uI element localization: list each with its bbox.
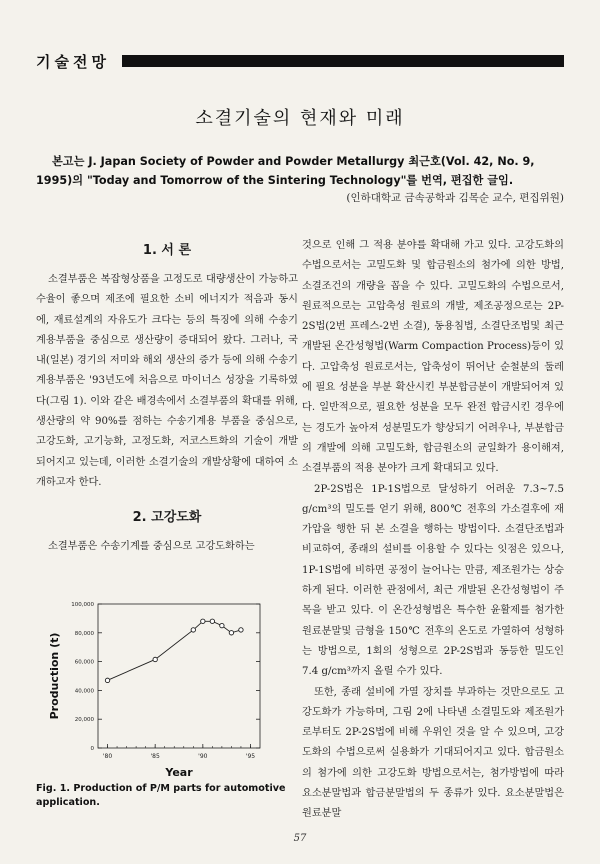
- x-tick-label: '80: [102, 753, 113, 760]
- right-column: [302, 236, 564, 825]
- data-point: [229, 631, 233, 635]
- intro-paragraph: 소결부품은 복잡형상품을 고정도로 대량생산이 가능하고 수율이 좋으며 제조에 필요한 소비 에너지가 적음과 동시에, 재료설계의 자유도가 크다는 등의 특징에 의해 수송기계용부품을 중심으로 생산량이 증대되어 왔다. 그러나, 국내(일본) 경기의 저미와 해외 생산의 증가 등에 의해 수송기계용부품은 '93년도에 처음으로 마이너스 성장을 기록하였다(그림 1). 이와 같은 배경속에서 소결부품의 확대를 위해, 생산량의 약 90%를 점하는 수송기계용 부품을 중심으로, 고강도화, 고기능화, 고정도화, 저코스트화의 기술이 개발되어지고 있는데, 이러한 소결기술의 개발상황에 대하여 소개하고자 한다.: [36, 274, 298, 488]
- right-paragraph-2: 2P-2S법은 1P-1S법으로 달성하기 어려운 7.3~7.5 g/cm³의 밀도를 얻기 위해, 800℃ 전후의 가소결후에 재가압을 행한 뒤 본 소결을 행하는 방법이다. 소결단조법과 비교하여, 종래의 설비를 이용할 수 있다는 잇점은 있으나, 1P-1S법에 비하면 공정이 늘어나는 만큼, 제조원가는 상승하게 된다. 이러한 관점에서, 최근 개발된 온간성형법이 주목을 받고 있다. 이 온간성형법은 특수한 윤활제를 첨가한 원료분말및 금형을 150℃ 전후의 온도로 가열하여 성형하는 방법으로, 1회의 성형으로 2P-2S법과 동등한 밀도인 7.4 g/cm³까지 올릴 수가 있다.: [302, 483, 564, 678]
- page-number: 57: [293, 833, 307, 844]
- section-label: 기술전망: [36, 53, 110, 71]
- plot-frame: [98, 604, 260, 748]
- intro-heading: 1. 서 론: [142, 243, 192, 258]
- x-axis-label: Year: [165, 766, 193, 779]
- chart-svg: [36, 590, 298, 786]
- data-point: [201, 619, 205, 623]
- y-tick-label: 80,000: [74, 630, 94, 637]
- figure-caption: Fig. 1. Production of P/M parts for automotive application.: [36, 783, 286, 808]
- data-point: [191, 628, 195, 632]
- header-bar: [122, 55, 564, 67]
- y-tick-label: 20,000: [74, 717, 94, 724]
- production-chart: [36, 590, 298, 786]
- data-point: [220, 623, 224, 627]
- data-point: [239, 628, 243, 632]
- y-tick-label: 100,000: [71, 602, 94, 608]
- data-point: [153, 657, 157, 661]
- right-paragraph-3: 또한, 종래 설비에 가열 장치를 부과하는 것만으로도 고강도화가 가능하며, 그림 2에 나타낸 소결밀도와 제조원가로부터도 2P-2S법에 비해 우위인 것을 알 수 있으며, 고강도화의 수법으로써 실용화가 기대되어지고 있다. 합금원소의 첨가에 의한 고강도화 방법으로서는, 첨가방법에 따라 요소분말법과 합금분말법의 두 종류가 있다. 요소분말법은 원료분말: [302, 686, 564, 820]
- left-column: [36, 236, 298, 558]
- series-line: [108, 621, 241, 680]
- section-header: [36, 52, 564, 72]
- y-tick-label: 60,000: [74, 659, 94, 666]
- high-strength-heading: 2. 고강도화: [132, 510, 202, 526]
- data-point: [210, 619, 214, 623]
- high-strength-paragraph: 소결부품은 수송기계를 중심으로 고강도화하는: [48, 541, 255, 553]
- x-tick-label: '85: [150, 753, 160, 760]
- abstract: 본고는 J. Japan Society of Powder and Powder Metallurgy 최근호(Vol. 42, No. 9, 1995)의 "Today and Tomorrow of the Sintering Technology"를 번역, 편집한 글임.: [36, 155, 535, 187]
- x-tick-label: '95: [245, 753, 256, 760]
- y-tick-label: 40,000: [74, 688, 94, 695]
- y-tick-label: 0: [90, 746, 94, 752]
- data-point: [105, 678, 109, 682]
- x-tick-label: '90: [198, 753, 208, 760]
- right-paragraph-1: 것으로 인해 그 적용 분야를 확대해 가고 있다. 고강도화의 수법으로서는 고밀도화 및 합금원소의 첨가에 의한 방법, 소결조건의 개량을 꼽을 수 있다. 고밀도화의 수법으로서, 원료적으로는 고압축성 원료의 개발, 제조공정으로는 2P-2S법(2번 프레스-2번 소결), 동용침법, 소결단조법및 최근 개발된 온간성형법(Warm Compaction Process)등이 있다. 고압축성 원료로서는, 압축성이 뛰어난 순철분의 둘레에 필요 성분을 부분 확산시킨 부분합금분이 개발되어져 있다. 일반적으로, 필요한 성분을 모두 완전 합금시킨 경우에는 경도가 높아져 성분밀도가 향상되기 어려우나, 부분합금의 개발에 의해 고밀도화, 합금원소의 균일화가 용이해져, 소결부품의 적용 분야가 크게 확대되고 있다.: [302, 240, 564, 475]
- article-title: 소결기술의 현재와 미래: [195, 108, 405, 129]
- affiliation: (인하대학교 금속공학과 김목순 교수, 편집위원): [346, 192, 564, 204]
- y-axis-label: Production (t): [48, 632, 61, 720]
